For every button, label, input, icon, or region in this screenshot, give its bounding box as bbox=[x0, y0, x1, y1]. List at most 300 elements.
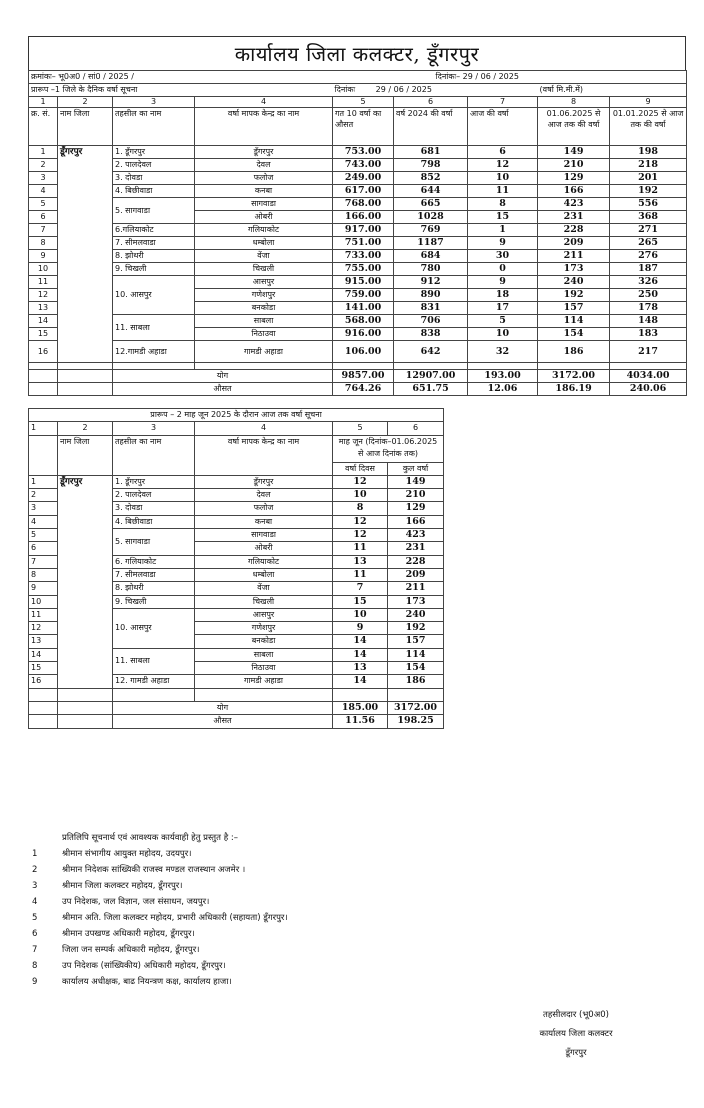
rain-since-june: 192 bbox=[538, 289, 610, 302]
district-name: डूँगरपुर bbox=[58, 475, 113, 688]
tehsil-name: 10. आसपुर bbox=[113, 276, 195, 315]
station-name: बनकोडा bbox=[195, 302, 333, 315]
serial-number: 13 bbox=[29, 635, 58, 648]
station-name: गलियाकोट bbox=[195, 224, 333, 237]
station-name: फलोज bbox=[195, 502, 333, 515]
list-item-number: 5 bbox=[32, 913, 38, 923]
rain-today: 12 bbox=[468, 159, 538, 172]
col-num: 7 bbox=[468, 97, 538, 108]
rain-since-jan: 148 bbox=[610, 315, 687, 328]
station-name: सागवाडा bbox=[195, 198, 333, 211]
signature-line3: डूँगरपुर bbox=[565, 1048, 587, 1058]
rain-days: 13 bbox=[333, 555, 388, 568]
average-avg10: 764.26 bbox=[333, 383, 394, 396]
monthly-rainfall-rows bbox=[29, 475, 444, 688]
tehsil-name: 12. गामडी अहाडा bbox=[113, 675, 195, 688]
serial-number: 7 bbox=[29, 224, 58, 237]
signature-block bbox=[516, 1006, 636, 1063]
serial-number: 4 bbox=[29, 185, 58, 198]
list-item-text: श्रीमान संभागीय आयुक्त महोदय, उदयपुर। bbox=[62, 849, 192, 859]
serial-number: 9 bbox=[29, 582, 58, 595]
average-today: 12.06 bbox=[468, 383, 538, 396]
station-name: कनबा bbox=[195, 515, 333, 528]
serial-number: 13 bbox=[29, 302, 58, 315]
rain-since-jan: 276 bbox=[610, 250, 687, 263]
top-date: दिनांकः– 29 / 06 / 2025 bbox=[394, 71, 687, 84]
rain-since-june: 129 bbox=[538, 172, 610, 185]
rain-total: 149 bbox=[388, 475, 444, 488]
column-numbers bbox=[29, 97, 687, 108]
avg-10yr: 249.00 bbox=[333, 172, 394, 185]
column-header: 01.01.2025 से आज तक की वर्षा bbox=[610, 108, 687, 146]
tehsil-name: 10. आसपुर bbox=[113, 608, 195, 648]
list-item bbox=[28, 894, 688, 910]
col-num: 6 bbox=[388, 422, 444, 435]
average-days: 11.56 bbox=[333, 715, 388, 728]
station-name: साबला bbox=[195, 648, 333, 661]
serial-number: 12 bbox=[29, 289, 58, 302]
list-item-number: 6 bbox=[32, 929, 38, 939]
rain-since-june: 423 bbox=[538, 198, 610, 211]
serial-number: 3 bbox=[29, 172, 58, 185]
copy-to-list bbox=[28, 830, 688, 990]
column-header: तहसील का नाम bbox=[113, 435, 195, 475]
station-name: आसपुर bbox=[195, 608, 333, 621]
station-name: गामडी अहाडा bbox=[195, 341, 333, 363]
col-num: 4 bbox=[195, 422, 333, 435]
average-since-jan: 240.06 bbox=[610, 383, 687, 396]
signature-line1: तहसीलदार (भू0अ0) bbox=[543, 1010, 609, 1020]
rain-2024: 912 bbox=[394, 276, 468, 289]
list-item-text: श्रीमान उपखण्ड अधिकारी महोदय, डूँगरपुर। bbox=[62, 929, 195, 939]
average-row bbox=[29, 715, 444, 728]
serial-number: 14 bbox=[29, 315, 58, 328]
column-header: कुल वर्षा bbox=[388, 462, 444, 475]
station-name: साबला bbox=[195, 315, 333, 328]
list-item-number: 9 bbox=[32, 977, 38, 987]
average-label: औसत bbox=[113, 383, 333, 396]
avg-10yr: 755.00 bbox=[333, 263, 394, 276]
serial-number: 3 bbox=[29, 502, 58, 515]
column-headers bbox=[29, 435, 444, 462]
serial-number: 6 bbox=[29, 211, 58, 224]
column-header: माह जून (दिनांक–01.06.2025 से आज दिनांक तक) bbox=[333, 435, 444, 462]
serial-number: 7 bbox=[29, 555, 58, 568]
total-days: 185.00 bbox=[333, 701, 388, 714]
avg-10yr: 917.00 bbox=[333, 224, 394, 237]
rain-days: 9 bbox=[333, 622, 388, 635]
serial-number: 10 bbox=[29, 595, 58, 608]
avg-10yr: 106.00 bbox=[333, 341, 394, 363]
serial-number: 10 bbox=[29, 263, 58, 276]
rain-since-jan: 326 bbox=[610, 276, 687, 289]
rain-days: 15 bbox=[333, 595, 388, 608]
rain-since-jan: 556 bbox=[610, 198, 687, 211]
col-num: 5 bbox=[333, 422, 388, 435]
rain-2024: 681 bbox=[394, 146, 468, 159]
rain-total: 114 bbox=[388, 648, 444, 661]
station-name: चिखली bbox=[195, 263, 333, 276]
table-row bbox=[29, 146, 687, 159]
col-num: 1 bbox=[29, 97, 58, 108]
rain-since-june: 211 bbox=[538, 250, 610, 263]
total-today: 193.00 bbox=[468, 370, 538, 383]
rain-days: 13 bbox=[333, 662, 388, 675]
rain-2024: 769 bbox=[394, 224, 468, 237]
rain-today: 10 bbox=[468, 328, 538, 341]
rain-2024: 838 bbox=[394, 328, 468, 341]
rain-days: 10 bbox=[333, 608, 388, 621]
serial-number: 6 bbox=[29, 542, 58, 555]
rain-since-june: 231 bbox=[538, 211, 610, 224]
station-name: बनकोडा bbox=[195, 635, 333, 648]
rain-since-jan: 187 bbox=[610, 263, 687, 276]
serial-number: 11 bbox=[29, 276, 58, 289]
station-name: निठाउवा bbox=[195, 328, 333, 341]
office-title: कार्यालय जिला कलक्टर, डूँगरपुर bbox=[234, 42, 480, 66]
rain-since-june: 228 bbox=[538, 224, 610, 237]
rain-since-jan: 217 bbox=[610, 341, 687, 363]
rain-2024: 665 bbox=[394, 198, 468, 211]
rain-since-jan: 271 bbox=[610, 224, 687, 237]
rain-2024: 780 bbox=[394, 263, 468, 276]
rain-since-june: 166 bbox=[538, 185, 610, 198]
rain-total: 157 bbox=[388, 635, 444, 648]
station-name: धम्बोला bbox=[195, 568, 333, 581]
avg-10yr: 617.00 bbox=[333, 185, 394, 198]
serial-number: 2 bbox=[29, 159, 58, 172]
list-item bbox=[28, 942, 688, 958]
signature-line2: कार्यालय जिला कलक्टर bbox=[539, 1029, 613, 1039]
list-item-number: 3 bbox=[32, 881, 38, 891]
total-y2024: 12907.00 bbox=[394, 370, 468, 383]
tehsil-name: 5. सागवाडा bbox=[113, 198, 195, 224]
table-row bbox=[29, 263, 687, 276]
tehsil-name: 1. डूँगरपुर bbox=[113, 146, 195, 159]
total-avg10: 9857.00 bbox=[333, 370, 394, 383]
rain-days: 14 bbox=[333, 675, 388, 688]
rain-2024: 642 bbox=[394, 341, 468, 363]
tehsil-name: 9. चिखली bbox=[113, 263, 195, 276]
tehsil-name: 4. बिछीवाडा bbox=[113, 515, 195, 528]
serial-number: 9 bbox=[29, 250, 58, 263]
ref-no: क्रमांकः– भू0अ0 / सां0 / 2025 / bbox=[29, 71, 394, 84]
station-name: डूँगरपुर bbox=[195, 146, 333, 159]
unit-label: (वर्षा मि.मी.में) bbox=[538, 84, 687, 97]
rain-days: 14 bbox=[333, 648, 388, 661]
table-row bbox=[29, 341, 687, 363]
rain-days: 11 bbox=[333, 568, 388, 581]
serial-number: 11 bbox=[29, 608, 58, 621]
tehsil-name: 4. बिछीवाडा bbox=[113, 185, 195, 198]
tehsil-name: 5. सागवाडा bbox=[113, 529, 195, 556]
column-header: आज की वर्षा bbox=[468, 108, 538, 146]
average-row bbox=[29, 383, 687, 396]
form1-line bbox=[29, 84, 687, 97]
station-name: वेंजा bbox=[195, 250, 333, 263]
rain-since-june: 173 bbox=[538, 263, 610, 276]
rain-total: 173 bbox=[388, 595, 444, 608]
tehsil-name: 11. साबला bbox=[113, 315, 195, 341]
total-since-jan: 4034.00 bbox=[610, 370, 687, 383]
table-row bbox=[29, 159, 687, 172]
average-rain: 198.25 bbox=[388, 715, 444, 728]
tehsil-name: 3. दोवडा bbox=[113, 502, 195, 515]
copy-to-intro: प्रतिलिपि सूचनार्थ एवं आवश्यक कार्यवाही हेतु प्रस्तुत है :– bbox=[62, 833, 239, 843]
rain-days: 12 bbox=[333, 529, 388, 542]
station-name: डूँगरपुर bbox=[195, 475, 333, 488]
station-name: फलोज bbox=[195, 172, 333, 185]
serial-number: 12 bbox=[29, 622, 58, 635]
list-item-text: उप निदेशक, जल विज्ञान, जल संसाधन, जयपुर। bbox=[62, 897, 210, 907]
table-row bbox=[29, 237, 687, 250]
rain-since-jan: 368 bbox=[610, 211, 687, 224]
list-item bbox=[28, 846, 688, 862]
station-name: वेंजा bbox=[195, 582, 333, 595]
avg-10yr: 759.00 bbox=[333, 289, 394, 302]
serial-number: 5 bbox=[29, 198, 58, 211]
serial-number: 8 bbox=[29, 237, 58, 250]
col-num: 3 bbox=[113, 97, 195, 108]
station-name: ओबरी bbox=[195, 211, 333, 224]
rain-total: 228 bbox=[388, 555, 444, 568]
rain-total: 154 bbox=[388, 662, 444, 675]
col-num: 3 bbox=[113, 422, 195, 435]
rain-days: 10 bbox=[333, 489, 388, 502]
rain-2024: 852 bbox=[394, 172, 468, 185]
rain-today: 9 bbox=[468, 276, 538, 289]
rain-since-jan: 183 bbox=[610, 328, 687, 341]
column-header: गत 10 वर्षा का औसत bbox=[333, 108, 394, 146]
serial-number: 5 bbox=[29, 529, 58, 542]
total-since-june: 3172.00 bbox=[538, 370, 610, 383]
tehsil-name: 11. साबला bbox=[113, 648, 195, 675]
form1-title: प्रारूप –1 जिले के दैनिक वर्षा सूचना bbox=[29, 84, 333, 97]
rain-total: 240 bbox=[388, 608, 444, 621]
rain-since-jan: 198 bbox=[610, 146, 687, 159]
tehsil-name: 1. डूँगरपुर bbox=[113, 475, 195, 488]
daily-rainfall-table bbox=[28, 70, 687, 396]
rain-today: 1 bbox=[468, 224, 538, 237]
column-header: नाम जिला bbox=[58, 108, 113, 146]
rain-today: 8 bbox=[468, 198, 538, 211]
tehsil-name: 2. पालदेवल bbox=[113, 159, 195, 172]
tehsil-name: 8. झोथरी bbox=[113, 582, 195, 595]
column-headers bbox=[29, 108, 687, 146]
rain-today: 32 bbox=[468, 341, 538, 363]
col-num: 5 bbox=[333, 97, 394, 108]
rain-days: 12 bbox=[333, 515, 388, 528]
list-item-text: श्रीमान जिला कलक्टर महोदय, डूँगरपुर। bbox=[62, 881, 183, 891]
list-item-text: उप निदेशक (सांख्यिकीय) अधिकारी महोदय, डूँगरपुर। bbox=[62, 961, 226, 971]
tehsil-name: 12.गामडी अहाडा bbox=[113, 341, 195, 363]
rain-total: 211 bbox=[388, 582, 444, 595]
station-name: चिखली bbox=[195, 595, 333, 608]
station-name: गामडी अहाडा bbox=[195, 675, 333, 688]
rain-2024: 684 bbox=[394, 250, 468, 263]
list-item-number: 2 bbox=[32, 865, 38, 875]
rain-since-jan: 265 bbox=[610, 237, 687, 250]
rain-days: 14 bbox=[333, 635, 388, 648]
rain-today: 18 bbox=[468, 289, 538, 302]
serial-number: 15 bbox=[29, 328, 58, 341]
rain-total: 231 bbox=[388, 542, 444, 555]
serial-number: 4 bbox=[29, 515, 58, 528]
district-name: डूँगरपुर bbox=[58, 146, 113, 363]
rain-today: 9 bbox=[468, 237, 538, 250]
avg-10yr: 916.00 bbox=[333, 328, 394, 341]
list-item bbox=[28, 878, 688, 894]
total-rain: 3172.00 bbox=[388, 701, 444, 714]
rain-2024: 1187 bbox=[394, 237, 468, 250]
list-item-text: जिला जन सम्पर्क अधिकारी महोदय, डूँगरपुर। bbox=[62, 945, 200, 955]
avg-10yr: 915.00 bbox=[333, 276, 394, 289]
list-item-number: 7 bbox=[32, 945, 38, 955]
total-row bbox=[29, 701, 444, 714]
tehsil-name: 3. दोवडा bbox=[113, 172, 195, 185]
rain-today: 5 bbox=[468, 315, 538, 328]
serial-number: 15 bbox=[29, 662, 58, 675]
tehsil-name: 9. चिखली bbox=[113, 595, 195, 608]
form2-title-row bbox=[29, 409, 444, 422]
title-box bbox=[28, 36, 686, 70]
average-y2024: 651.75 bbox=[394, 383, 468, 396]
rain-2024: 798 bbox=[394, 159, 468, 172]
serial-number: 16 bbox=[29, 341, 58, 363]
rain-since-june: 149 bbox=[538, 146, 610, 159]
station-name: गणेशपुर bbox=[195, 622, 333, 635]
col-num: 1 bbox=[29, 422, 58, 435]
column-header: 01.06.2025 से आज तक की वर्षा bbox=[538, 108, 610, 146]
avg-10yr: 768.00 bbox=[333, 198, 394, 211]
table-row bbox=[29, 224, 687, 237]
rain-total: 192 bbox=[388, 622, 444, 635]
list-item bbox=[28, 926, 688, 942]
average-label: औसत bbox=[113, 715, 333, 728]
column-header: नाम जिला bbox=[58, 435, 113, 475]
rain-since-jan: 218 bbox=[610, 159, 687, 172]
rain-since-june: 209 bbox=[538, 237, 610, 250]
list-item-text: श्रीमान अति. जिला कलक्टर महोदय, प्रभारी अधिकारी (सहायता) डूँगरपुर। bbox=[62, 913, 288, 923]
col-num: 2 bbox=[58, 422, 113, 435]
avg-10yr: 753.00 bbox=[333, 146, 394, 159]
rain-days: 8 bbox=[333, 502, 388, 515]
column-header: वर्षा मापक केन्द्र का नाम bbox=[195, 108, 333, 146]
avg-10yr: 568.00 bbox=[333, 315, 394, 328]
rain-2024: 890 bbox=[394, 289, 468, 302]
tehsil-name: 6. गलियाकोट bbox=[113, 555, 195, 568]
list-item bbox=[28, 974, 688, 990]
tehsil-name: 2. पालदेवल bbox=[113, 489, 195, 502]
rain-today: 11 bbox=[468, 185, 538, 198]
rain-today: 10 bbox=[468, 172, 538, 185]
col-num: 6 bbox=[394, 97, 468, 108]
daily-rainfall-rows bbox=[29, 146, 687, 370]
rain-total: 166 bbox=[388, 515, 444, 528]
serial-number: 16 bbox=[29, 675, 58, 688]
list-item-text: कार्यालय अधीक्षक, बाढ नियन्त्रण कक्ष, कार्यालय हाजा। bbox=[62, 977, 232, 987]
rain-since-june: 186 bbox=[538, 341, 610, 363]
table-row bbox=[29, 185, 687, 198]
rain-total: 210 bbox=[388, 489, 444, 502]
avg-10yr: 733.00 bbox=[333, 250, 394, 263]
col-num: 4 bbox=[195, 97, 333, 108]
total-row bbox=[29, 370, 687, 383]
table-row bbox=[29, 475, 444, 488]
rain-today: 0 bbox=[468, 263, 538, 276]
column-header: क्र. सं. bbox=[29, 108, 58, 146]
rain-since-jan: 250 bbox=[610, 289, 687, 302]
rain-days: 7 bbox=[333, 582, 388, 595]
list-item-text: श्रीमान निदेशक सांख्यिकी राजस्व मण्डल राजस्थान अजमेर । bbox=[62, 865, 246, 875]
rain-since-jan: 192 bbox=[610, 185, 687, 198]
station-name: कनबा bbox=[195, 185, 333, 198]
serial-number: 14 bbox=[29, 648, 58, 661]
station-name: निठाउवा bbox=[195, 662, 333, 675]
station-name: गलियाकोट bbox=[195, 555, 333, 568]
column-header: तहसील का नाम bbox=[113, 108, 195, 146]
list-item-number: 1 bbox=[32, 849, 38, 859]
rain-2024: 644 bbox=[394, 185, 468, 198]
rain-days: 11 bbox=[333, 542, 388, 555]
column-header: वर्षा दिवस bbox=[333, 462, 388, 475]
avg-10yr: 743.00 bbox=[333, 159, 394, 172]
serial-number: 2 bbox=[29, 489, 58, 502]
rain-total: 209 bbox=[388, 568, 444, 581]
rain-total: 423 bbox=[388, 529, 444, 542]
station-name: देवल bbox=[195, 159, 333, 172]
station-name: धम्बोला bbox=[195, 237, 333, 250]
total-label: योग bbox=[113, 701, 333, 714]
rain-since-jan: 201 bbox=[610, 172, 687, 185]
rain-total: 129 bbox=[388, 502, 444, 515]
total-label: योग bbox=[113, 370, 333, 383]
rain-today: 6 bbox=[468, 146, 538, 159]
tehsil-name: 8. झोथरी bbox=[113, 250, 195, 263]
report-sheet bbox=[28, 36, 686, 729]
tehsil-name: 7. सीमलवाडा bbox=[113, 568, 195, 581]
ref-line bbox=[29, 71, 687, 84]
rain-total: 186 bbox=[388, 675, 444, 688]
column-header: वर्ष 2024 की वर्षा bbox=[394, 108, 468, 146]
form1-date: 29 / 06 / 2025 bbox=[375, 85, 432, 94]
table-row bbox=[29, 198, 687, 211]
list-item bbox=[28, 862, 688, 878]
table-row bbox=[29, 276, 687, 289]
station-name: देवल bbox=[195, 489, 333, 502]
col-num: 2 bbox=[58, 97, 113, 108]
table-row bbox=[29, 315, 687, 328]
avg-10yr: 166.00 bbox=[333, 211, 394, 224]
station-name: ओबरी bbox=[195, 542, 333, 555]
list-item-number: 8 bbox=[32, 961, 38, 971]
avg-10yr: 141.00 bbox=[333, 302, 394, 315]
table-row bbox=[29, 172, 687, 185]
station-name: गणेशपुर bbox=[195, 289, 333, 302]
rain-since-june: 114 bbox=[538, 315, 610, 328]
list-item bbox=[28, 958, 688, 974]
rain-today: 17 bbox=[468, 302, 538, 315]
col-num: 8 bbox=[538, 97, 610, 108]
rain-2024: 831 bbox=[394, 302, 468, 315]
avg-10yr: 751.00 bbox=[333, 237, 394, 250]
rain-since-june: 210 bbox=[538, 159, 610, 172]
list-item-number: 4 bbox=[32, 897, 38, 907]
tehsil-name: 6.गलियाकोट bbox=[113, 224, 195, 237]
rain-since-jan: 178 bbox=[610, 302, 687, 315]
rain-2024: 1028 bbox=[394, 211, 468, 224]
station-name: आसपुर bbox=[195, 276, 333, 289]
